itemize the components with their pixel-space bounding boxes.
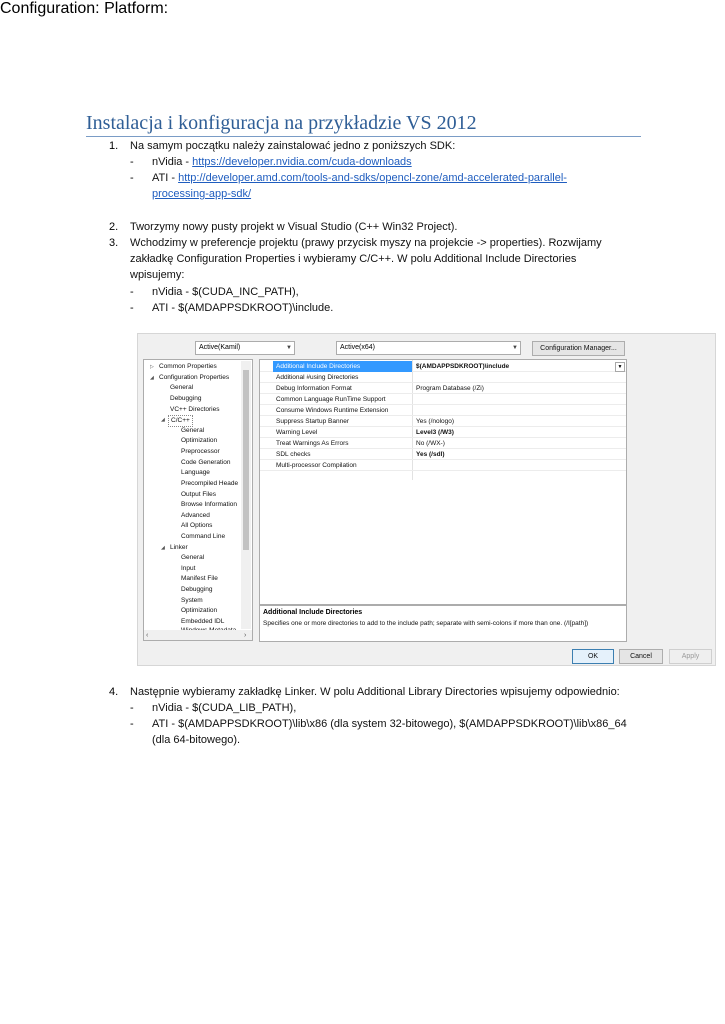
bullet-item-cont: (dla 64-bitowego). [152, 734, 241, 746]
tree-item-command-line[interactable]: Command Line [181, 533, 226, 540]
property-name: Common Language RunTime Support [276, 396, 386, 403]
tree-item-linker[interactable]: Linker [170, 544, 188, 551]
bullet-dash: - [130, 718, 134, 730]
property-row[interactable] [260, 416, 626, 427]
tree-item-advanced[interactable]: Advanced [181, 512, 210, 519]
scroll-left-icon[interactable]: ‹ [146, 632, 149, 639]
tree-scroll-thumb[interactable] [243, 370, 249, 550]
bullet-prefix: nVidia - [152, 156, 193, 168]
step-text-line: Wchodzimy w preferencje projektu (prawy przycisk myszy na projekcie -> properties). Rozwijamy [130, 237, 602, 249]
property-value[interactable]: Program Database (/Zi) [416, 385, 484, 392]
property-row[interactable] [260, 449, 626, 460]
platform-select[interactable]: Active(x64) ▼ [336, 341, 521, 355]
tree-item-common-properties[interactable]: Common Properties [159, 363, 217, 370]
property-value[interactable]: Yes (/sdl) [416, 451, 445, 458]
property-value[interactable] [414, 405, 614, 416]
property-value[interactable] [414, 372, 614, 383]
tree-item-debugging[interactable]: Debugging [170, 395, 202, 402]
property-name: SDL checks [276, 451, 311, 458]
property-value[interactable]: $(AMDAPPSDKROOT)\include [416, 363, 510, 370]
property-value[interactable]: Level3 (/W3) [416, 429, 454, 436]
property-row[interactable] [260, 405, 626, 416]
description-text: Specifies one or more directories to add to the include path; separate with semi-colons if more than one. (/I[path]) [263, 620, 589, 627]
tree-item-c-cpp[interactable]: C/C++ [168, 415, 193, 427]
bullet-item: ATI - $(AMDAPPSDKROOT)\lib\x86 (dla system 32-bitowego), $(AMDAPPSDKROOT)\lib\x86_64 [152, 718, 627, 730]
tree-item-general[interactable]: General [181, 554, 205, 561]
tree-item-language[interactable]: Language [181, 469, 210, 476]
tree-item-embedded-idl[interactable]: Embedded IDL [181, 618, 225, 625]
step-number: 1. [109, 140, 119, 152]
step-number: 2. [109, 221, 119, 233]
tree-item-system[interactable]: System [181, 597, 203, 604]
ok-button[interactable]: OK [572, 649, 614, 664]
bullet-item: nVidia - $(CUDA_LIB_PATH), [152, 702, 297, 714]
tree-item-input[interactable]: Input [181, 565, 196, 572]
expand-icon[interactable]: ▷ [150, 364, 154, 370]
property-row[interactable] [260, 372, 626, 383]
tree-item-configuration-properties[interactable]: Configuration Properties [159, 374, 230, 381]
tree-item-optimization[interactable]: Optimization [181, 437, 218, 444]
configuration-manager-button[interactable]: Configuration Manager... [532, 341, 625, 356]
collapse-icon[interactable]: ◢ [150, 375, 154, 381]
tree-item-manifest-file[interactable]: Manifest File [181, 575, 218, 582]
property-row[interactable] [260, 383, 626, 394]
nvidia-sdk-link[interactable]: https://developer.nvidia.com/cuda-downloads [192, 156, 412, 168]
property-row[interactable] [260, 438, 626, 449]
bullet-item: ATI - $(AMDAPPSDKROOT)\include. [152, 302, 334, 314]
apply-button[interactable]: Apply [669, 649, 712, 664]
chevron-down-icon[interactable]: ▼ [615, 362, 625, 372]
property-grid[interactable] [259, 359, 627, 605]
tree-item-output-files[interactable]: Output Files [181, 491, 217, 498]
property-name: Additional Include Directories [273, 361, 412, 372]
step-text: Następnie wybieramy zakładkę Linker. W polu Additional Library Directories wpisujemy odpowiednio: [130, 686, 620, 698]
bullet-item-ati-cont [152, 186, 251, 202]
tree-item-precompiled-headers[interactable]: Precompiled Heade [181, 480, 239, 487]
property-value[interactable] [414, 394, 614, 405]
property-name: Treat Warnings As Errors [276, 440, 349, 447]
cancel-button[interactable]: Cancel [619, 649, 663, 664]
tree-item-general[interactable]: General [181, 427, 205, 434]
tree-item-all-options[interactable]: All Options [181, 522, 213, 529]
step-text-line: wpisujemy: [130, 269, 185, 281]
property-description-panel [259, 605, 627, 642]
tree-item-debugging[interactable]: Debugging [181, 586, 213, 593]
document-title: Instalacja i konfiguracja na przykładzie VS 2012 [86, 111, 641, 137]
bullet-dash: - [130, 156, 134, 168]
bullet-prefix: ATI - [152, 172, 179, 184]
platform-label: Platform: [104, 0, 169, 17]
step-text: Na samym początku należy zainstalować jedno z poniższych SDK: [130, 140, 456, 152]
property-value[interactable] [414, 460, 614, 471]
bullet-item: nVidia - $(CUDA_INC_PATH), [152, 286, 299, 298]
property-name: Multi-processor Compilation [276, 462, 357, 469]
collapse-icon[interactable]: ◢ [161, 545, 165, 551]
tree-horizontal-scrollbar[interactable] [144, 630, 252, 640]
property-row[interactable] [260, 394, 626, 405]
property-name: Debug Information Format [276, 385, 352, 392]
bullet-dash: - [130, 702, 134, 714]
property-row[interactable] [260, 460, 626, 471]
step-number: 3. [109, 237, 119, 249]
step-text: Tworzymy nowy pusty projekt w Visual Studio (C++ Win32 Project). [130, 221, 458, 233]
property-value[interactable]: No (/WX-) [416, 440, 445, 447]
configuration-select[interactable]: Active(Kamil) ▼ [195, 341, 295, 355]
tree-item-optimization[interactable]: Optimization [181, 607, 218, 614]
bullet-dash: - [130, 286, 134, 298]
property-name: Additional #using Directories [276, 374, 359, 381]
property-name: Warning Level [276, 429, 318, 436]
chevron-down-icon: ▼ [512, 345, 518, 351]
property-value[interactable]: Yes (/nologo) [416, 418, 455, 425]
step-text-line: zakładkę Configuration Properties i wybieramy C/C++. W polu Additional Include Directories [130, 253, 577, 265]
ati-sdk-link[interactable]: http://developer.amd.com/tools-and-sdks/opencl-zone/amd-accelerated-parallel- [178, 172, 567, 184]
tree-item-preprocessor[interactable]: Preprocessor [181, 448, 220, 455]
property-name: Consume Windows Runtime Extension [276, 407, 389, 414]
bullet-dash: - [130, 302, 134, 314]
step-number: 4. [109, 686, 119, 698]
collapse-icon[interactable]: ◢ [161, 417, 165, 423]
tree-item-browse-information[interactable]: Browse Information [181, 501, 237, 508]
description-title: Additional Include Directories [263, 609, 363, 616]
tree-item-general[interactable]: General [170, 384, 194, 391]
ati-sdk-link-cont[interactable]: processing-app-sdk/ [152, 188, 252, 200]
tree-item-code-generation[interactable]: Code Generation [181, 459, 231, 466]
tree-item-vc-directories[interactable]: VC++ Directories [170, 406, 220, 413]
scroll-right-icon[interactable]: › [244, 632, 247, 639]
bullet-dash: - [130, 172, 134, 184]
property-row[interactable] [260, 361, 626, 372]
bullet-item-ati [152, 170, 567, 186]
property-name: Suppress Startup Banner [276, 418, 349, 425]
chevron-down-icon: ▼ [286, 345, 292, 351]
configuration-label: Configuration: [0, 0, 100, 17]
property-row[interactable] [260, 427, 626, 438]
bullet-item-nvidia [152, 154, 412, 170]
